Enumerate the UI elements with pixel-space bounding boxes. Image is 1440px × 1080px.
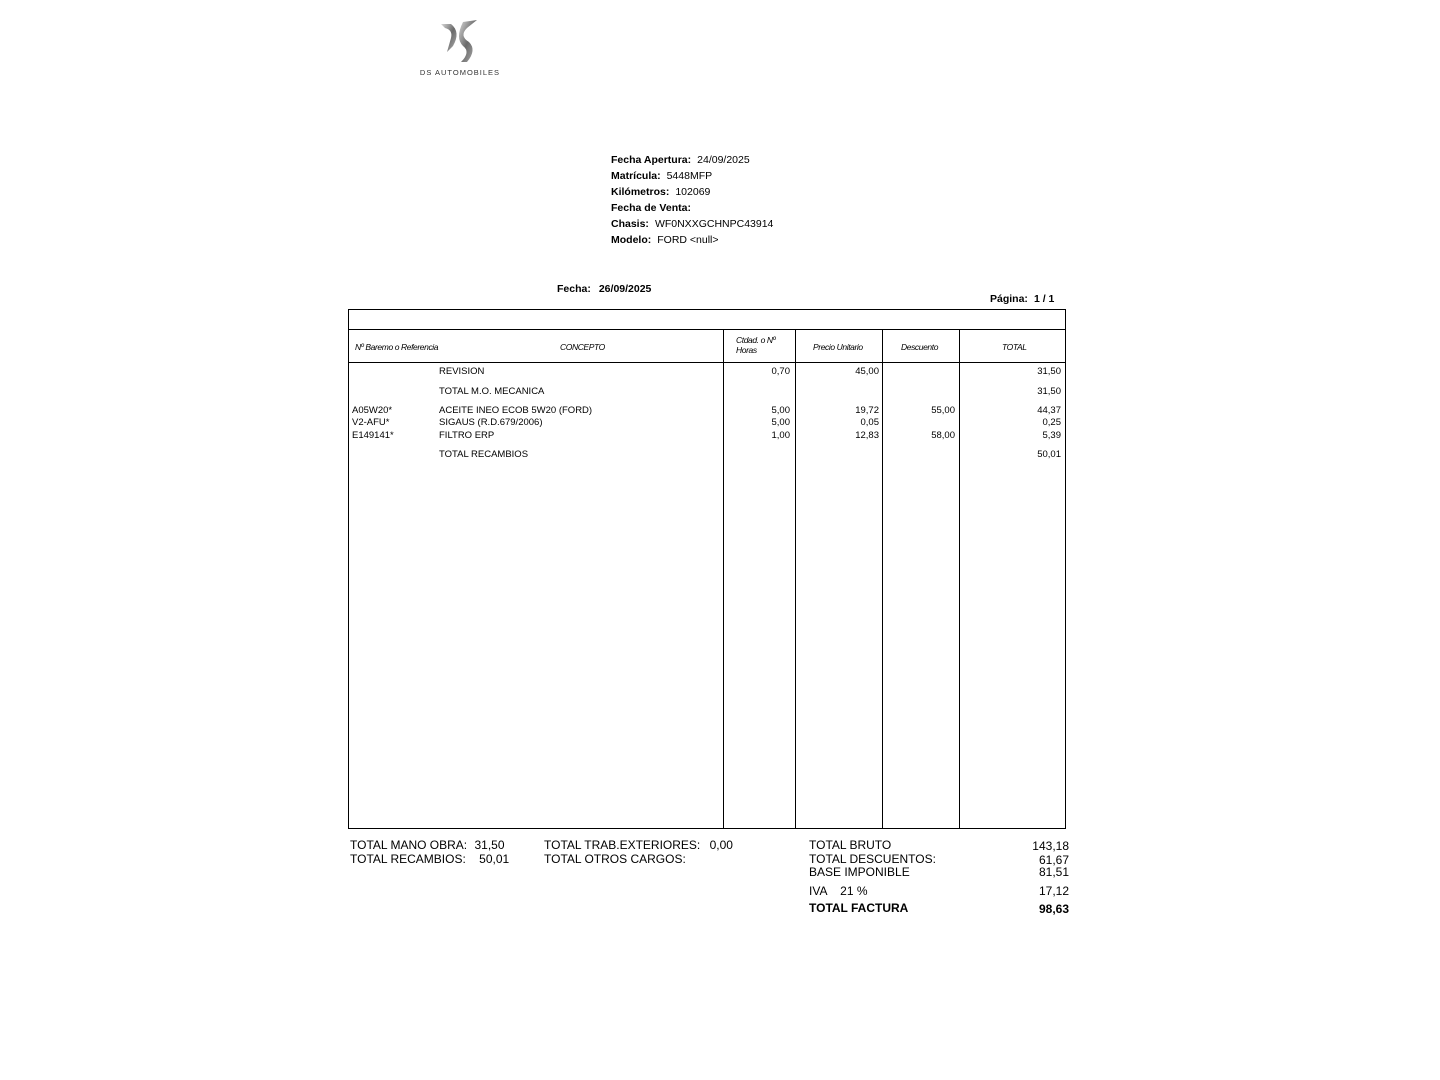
total-bruto-value: 143,18 <box>1032 839 1069 853</box>
total-trab-exteriores-value: 0,00 <box>709 838 733 852</box>
brand-logo <box>410 18 510 88</box>
column-divider <box>882 329 883 828</box>
header-concepto: CONCEPTO <box>560 342 605 352</box>
row-concepto: TOTAL M.O. MECANICA <box>439 386 545 397</box>
total-recambios-value: 50,01 <box>479 852 510 866</box>
invoice-date <box>557 283 651 295</box>
row-descuento: 58,00 <box>931 430 955 441</box>
kilometros-value: 102069 <box>675 186 711 198</box>
chasis-label: Chasis: <box>611 218 649 230</box>
fecha-venta-label: Fecha de Venta: <box>611 202 691 214</box>
total-otros-cargos-label: TOTAL OTROS CARGOS: <box>544 852 686 866</box>
row-total: 31,50 <box>1037 366 1061 377</box>
total-trab-exteriores <box>544 838 733 852</box>
invoice-date-value: 26/09/2025 <box>598 283 652 295</box>
iva-label: IVA <box>809 884 827 898</box>
row-concepto: SIGAUS (R.D.679/2006) <box>439 417 543 428</box>
page-number <box>990 293 1054 305</box>
column-divider <box>723 329 724 828</box>
matricula-value: 5448MFP <box>666 170 713 182</box>
row-precio: 19,72 <box>855 405 879 416</box>
row-precio: 45,00 <box>855 366 879 377</box>
row-concepto: TOTAL RECAMBIOS <box>439 449 529 460</box>
total-recambios-label: TOTAL RECAMBIOS: <box>350 852 466 866</box>
chasis-value: WF0NXXGCHNPC43914 <box>654 218 774 230</box>
table-header-top-line <box>349 329 1065 330</box>
row-precio: 0,05 <box>860 417 879 428</box>
total-descuentos-value: 61,67 <box>1038 853 1069 867</box>
column-divider <box>959 329 960 828</box>
total-factura-label: TOTAL FACTURA <box>809 901 909 915</box>
column-divider <box>795 329 796 828</box>
header-cantidad-line2: Horas <box>736 345 757 355</box>
row-concepto: REVISION <box>439 366 485 377</box>
total-mano-obra-label: TOTAL MANO OBRA: <box>350 838 468 852</box>
row-total: 31,50 <box>1037 386 1061 397</box>
iva-value: 17,12 <box>1038 884 1069 898</box>
modelo-label: Modelo: <box>611 234 652 246</box>
row-concepto: FILTRO ERP <box>439 430 495 441</box>
row-cantidad: 1,00 <box>771 430 790 441</box>
total-trab-exteriores-label: TOTAL TRAB.EXTERIORES: <box>544 838 701 852</box>
invoice-table <box>348 309 1066 829</box>
header-cantidad-line1: Ctdad. o Nº <box>736 335 776 345</box>
total-mano-obra <box>350 838 505 852</box>
total-recambios <box>350 852 509 866</box>
row-precio: 12,83 <box>855 430 879 441</box>
total-otros-cargos <box>544 852 686 866</box>
row-total: 44,37 <box>1037 405 1061 416</box>
base-imponible-value: 81,51 <box>1038 865 1069 879</box>
row-total: 5,39 <box>1042 430 1061 441</box>
fecha-apertura-value: 24/09/2025 <box>697 154 750 166</box>
total-factura-value: 98,63 <box>1038 902 1069 916</box>
row-cantidad: 0,70 <box>771 366 790 377</box>
kilometros-label: Kilómetros: <box>611 186 670 198</box>
invoice-date-label: Fecha: <box>557 283 591 295</box>
row-cantidad: 5,00 <box>771 417 790 428</box>
row-ref: A05W20* <box>352 405 393 416</box>
header-total: TOTAL <box>1002 342 1027 352</box>
ds-logo-icon <box>437 18 483 64</box>
header-precio: Precio Unitario <box>813 342 863 352</box>
total-bruto-label: TOTAL BRUTO <box>809 838 892 852</box>
row-cantidad: 5,00 <box>771 405 790 416</box>
total-descuentos-label: TOTAL DESCUENTOS: <box>809 852 936 866</box>
matricula-label: Matrícula: <box>611 170 661 182</box>
fecha-apertura-label: Fecha Apertura: <box>611 154 692 166</box>
brand-logo-text: DS AUTOMOBILES <box>419 68 501 77</box>
row-total: 0,25 <box>1042 417 1061 428</box>
header-cantidad <box>736 335 775 355</box>
row-descuento: 55,00 <box>931 405 955 416</box>
vehicle-info <box>611 152 773 248</box>
header-descuento: Descuento <box>901 342 939 352</box>
row-total: 50,01 <box>1037 449 1061 460</box>
header-referencia: Nº Baremo o Referencia <box>355 342 439 352</box>
page-number-value: 1 / 1 <box>1033 293 1055 305</box>
row-concepto: ACEITE INEO ECOB 5W20 (FORD) <box>439 405 593 416</box>
base-imponible-label: BASE IMPONIBLE <box>809 865 910 879</box>
iva-percent: 21 % <box>840 884 868 898</box>
total-mano-obra-value: 31,50 <box>474 838 505 852</box>
row-ref: V2-AFU* <box>352 417 390 428</box>
row-ref: E149141* <box>352 430 394 441</box>
table-header-bottom-line <box>349 362 1065 363</box>
iva <box>809 884 868 898</box>
modelo-value: FORD <null> <box>657 234 719 246</box>
page-number-label: Página: <box>990 293 1028 305</box>
